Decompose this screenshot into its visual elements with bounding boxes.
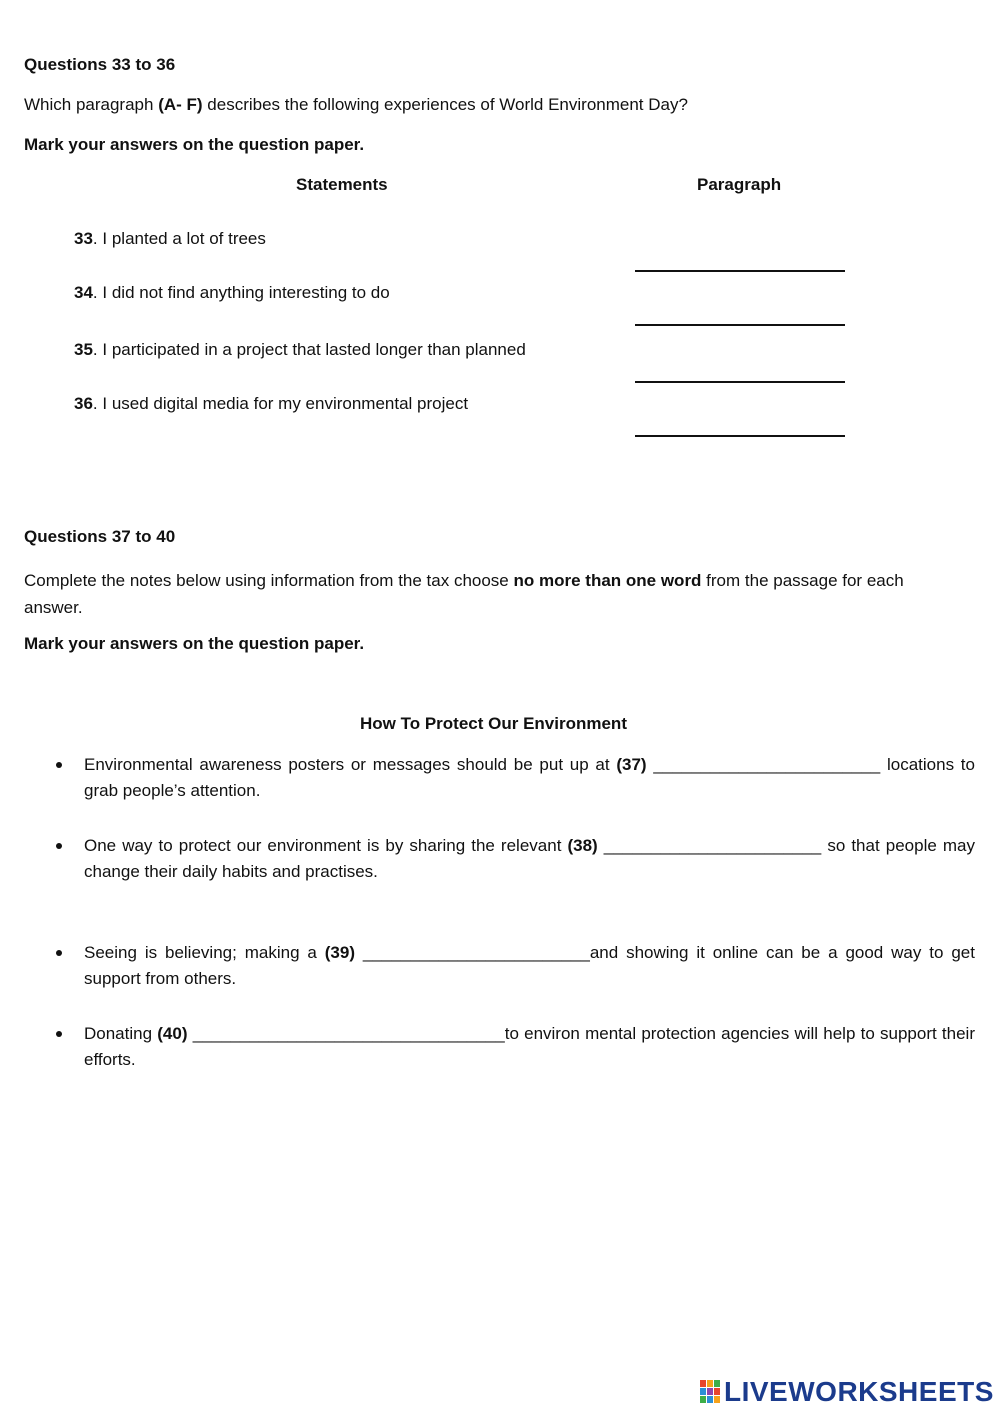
section1-instruction: [24, 95, 688, 115]
bullet-text-end: and showing it online can be a good way to get support from others.: [84, 943, 975, 988]
item-text: I planted a lot of trees: [102, 229, 266, 248]
note-bullet-40: [84, 1021, 975, 1073]
gap-number: (40): [157, 1024, 188, 1043]
logo-text: LIVEWORKSHEETS: [724, 1376, 994, 1407]
item-text: I did not find anything interesting to do: [102, 283, 390, 302]
gap-number: (37): [616, 755, 647, 774]
gap-blank-38[interactable]: _______________________: [597, 836, 828, 855]
item-number: 36: [74, 394, 93, 413]
item-sep: .: [92, 283, 98, 302]
logo-grid-icon: [700, 1380, 722, 1404]
bullet-icon: [56, 950, 62, 956]
note-bullet-39: [84, 940, 975, 992]
bullet-text: Seeing is believing; making a: [84, 943, 325, 962]
item-number: 34: [74, 283, 93, 302]
instruction-text: Which paragraph: [24, 95, 159, 114]
bullet-text: One way to protect our environment is by sharing the relevant: [84, 836, 568, 855]
item-sep: .: [92, 394, 98, 413]
item-sep: .: [92, 340, 98, 359]
notes-title: How To Protect Our Environment: [360, 714, 627, 733]
item-sep: .: [92, 229, 98, 248]
instruction-text-end: describes the following experiences of World Environment Day?: [202, 95, 688, 114]
bullet-icon: [56, 1031, 62, 1037]
section2-instruction: [24, 567, 964, 621]
note-bullet-37: [84, 752, 975, 804]
statement-item-35: [74, 340, 526, 360]
answer-line-33[interactable]: [635, 270, 845, 272]
statement-item-36: [74, 394, 468, 414]
answer-line-34[interactable]: [635, 324, 845, 326]
instruction-text-end: from the passage for each answer.: [24, 571, 904, 617]
section2-heading: Questions 37 to 40: [24, 527, 176, 546]
bullet-text: Donating: [84, 1024, 158, 1043]
bullet-text: Environmental awareness posters or messages should be put up at: [84, 755, 617, 774]
gap-blank-37[interactable]: ________________________: [646, 755, 887, 774]
section2-mark-note: Mark your answers on the question paper.: [24, 634, 365, 653]
bullet-text-end: so that people may change their daily habits and practises.: [84, 836, 975, 881]
statement-item-33: [74, 229, 266, 249]
item-number: 33: [74, 229, 93, 248]
gap-number: (38): [567, 836, 598, 855]
instruction-text: Complete the notes below using information from the tax choose: [24, 571, 514, 590]
bullet-icon: [56, 762, 62, 768]
gap-number: (39): [324, 943, 355, 962]
instruction-bold: no more than one word: [513, 571, 702, 590]
section1-mark-note: Mark your answers on the question paper.: [24, 135, 365, 154]
bullet-text-end: to environ mental protection agencies will help to support their efforts.: [84, 1024, 975, 1069]
gap-blank-39[interactable]: ________________________: [355, 943, 590, 962]
statements-column-header: Statements: [296, 175, 388, 194]
liveworksheets-logo[interactable]: [700, 1375, 994, 1409]
bullet-text-end: locations to grab people’s attention.: [84, 755, 975, 800]
item-text: I participated in a project that lasted longer than planned: [102, 340, 526, 359]
answer-line-36[interactable]: [635, 435, 845, 437]
item-text: I used digital media for my environmental project: [102, 394, 469, 413]
statement-item-34: [74, 283, 390, 303]
gap-blank-40[interactable]: _________________________________: [187, 1024, 505, 1043]
item-number: 35: [74, 340, 93, 359]
paragraph-column-header: Paragraph: [697, 175, 782, 194]
instruction-bold: (A- F): [158, 95, 203, 114]
answer-line-35[interactable]: [635, 381, 845, 383]
note-bullet-38: [84, 833, 975, 885]
section1-heading: Questions 33 to 36: [24, 55, 176, 74]
bullet-icon: [56, 843, 62, 849]
